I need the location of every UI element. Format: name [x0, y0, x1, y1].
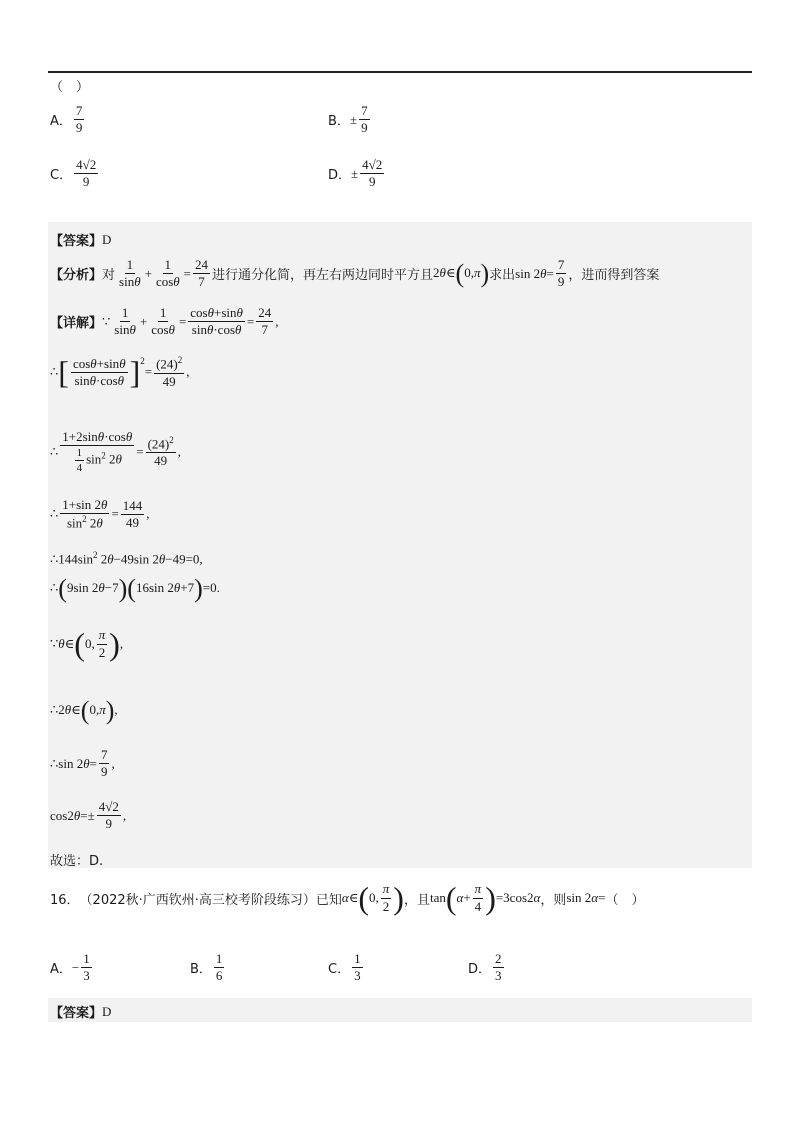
- q15-paren: （ ）: [50, 79, 90, 94]
- q15-detail-line4: ∴ $\frac{1+\sin 2\theta}{\sin^2 2\theta}$ = $\frac{144}{49}$ ,: [50, 497, 150, 531]
- q15-option-a: A． $\frac{7}{9}$: [50, 103, 83, 136]
- q15-detail-line1: 【详解】 ∵ $\frac{1}{\sin\theta}$ + $\frac{1}{\cos\theta}$ = $\frac{\cos\theta+\sin\theta}{\sin\theta\cdot\cos\theta}$ = $\frac{24}{7}$ ,: [50, 305, 279, 338]
- q15-option-d: D． ± $\frac{4√2}{9}$: [328, 157, 383, 190]
- q16-option-b: B． $\frac{1}{6}$: [190, 951, 223, 984]
- q15-detail-line7: ∵θ∈ ( 0, $\frac{\pi}{2}$ ) ,: [50, 626, 124, 662]
- top-rule: [48, 71, 752, 73]
- q16-option-d: D． $\frac{2}{3}$: [468, 951, 502, 984]
- q15-analysis: 【分析】 对 $\frac{1}{\sin\theta}$ + $\frac{1}{\cos\theta}$ = $\frac{24}{7}$ 进行通分化简，再左右两边同时平方且 2θ∈(0,π) 求出 sin 2θ= $\frac{7}{9}$ ，进而得到答案: [50, 257, 660, 290]
- q15-option-c: C． $\frac{4√2}{9}$: [50, 157, 97, 190]
- q15-option-b: B． ± $\frac{7}{9}$: [328, 103, 368, 136]
- q15-detail-line10: cos2θ=± $\frac{4√2}{9}$ ,: [50, 799, 127, 832]
- q15-detail-line5: $\therefore 144\sin^2$ 2θ−49sin 2θ−49=0,: [50, 550, 203, 567]
- q15-detail-line6: ∴(9sin 2θ−7)(16sin 2θ+7)=0.: [50, 574, 220, 603]
- q15-conclusion: 故选：D.: [50, 854, 104, 869]
- q15-detail-line9: ∴sin 2θ= $\frac{7}{9}$ ,: [50, 747, 115, 780]
- q16-option-c: C． $\frac{1}{3}$: [328, 951, 361, 984]
- q16-answer: 【答案】 D: [50, 1003, 112, 1021]
- q15-detail-line2: ∴ [ $\frac{\cos\theta+\sin\theta}{\sin\theta\cdot\cos\theta}$ ] $^2$ = $\frac{(24)^2}{49}$ ,: [50, 354, 190, 391]
- q16-answer-block: [48, 998, 752, 1022]
- q16-stem: 16． （2022秋·广西钦州·高三校考阶段练习）已知 α ∈ ( 0, $\frac{\pi}{2}$ ) ，且 tan ( α + $\frac{\pi}{4}$ ) =3cos2α ，则 sin 2α= （ ）: [50, 880, 645, 916]
- q15-detail-line3: ∴ 1+2sinθ·cosθ $\frac{1}{4}$ $\sin^2 2\theta$ = $\frac{(24)^2}{49}$ ,: [50, 429, 182, 475]
- q15-detail-line8: ∴2θ∈(0,π),: [50, 696, 118, 725]
- q15-answer: 【答案】 D: [50, 231, 112, 249]
- q16-option-a: A． − $\frac{1}{3}$: [50, 951, 90, 984]
